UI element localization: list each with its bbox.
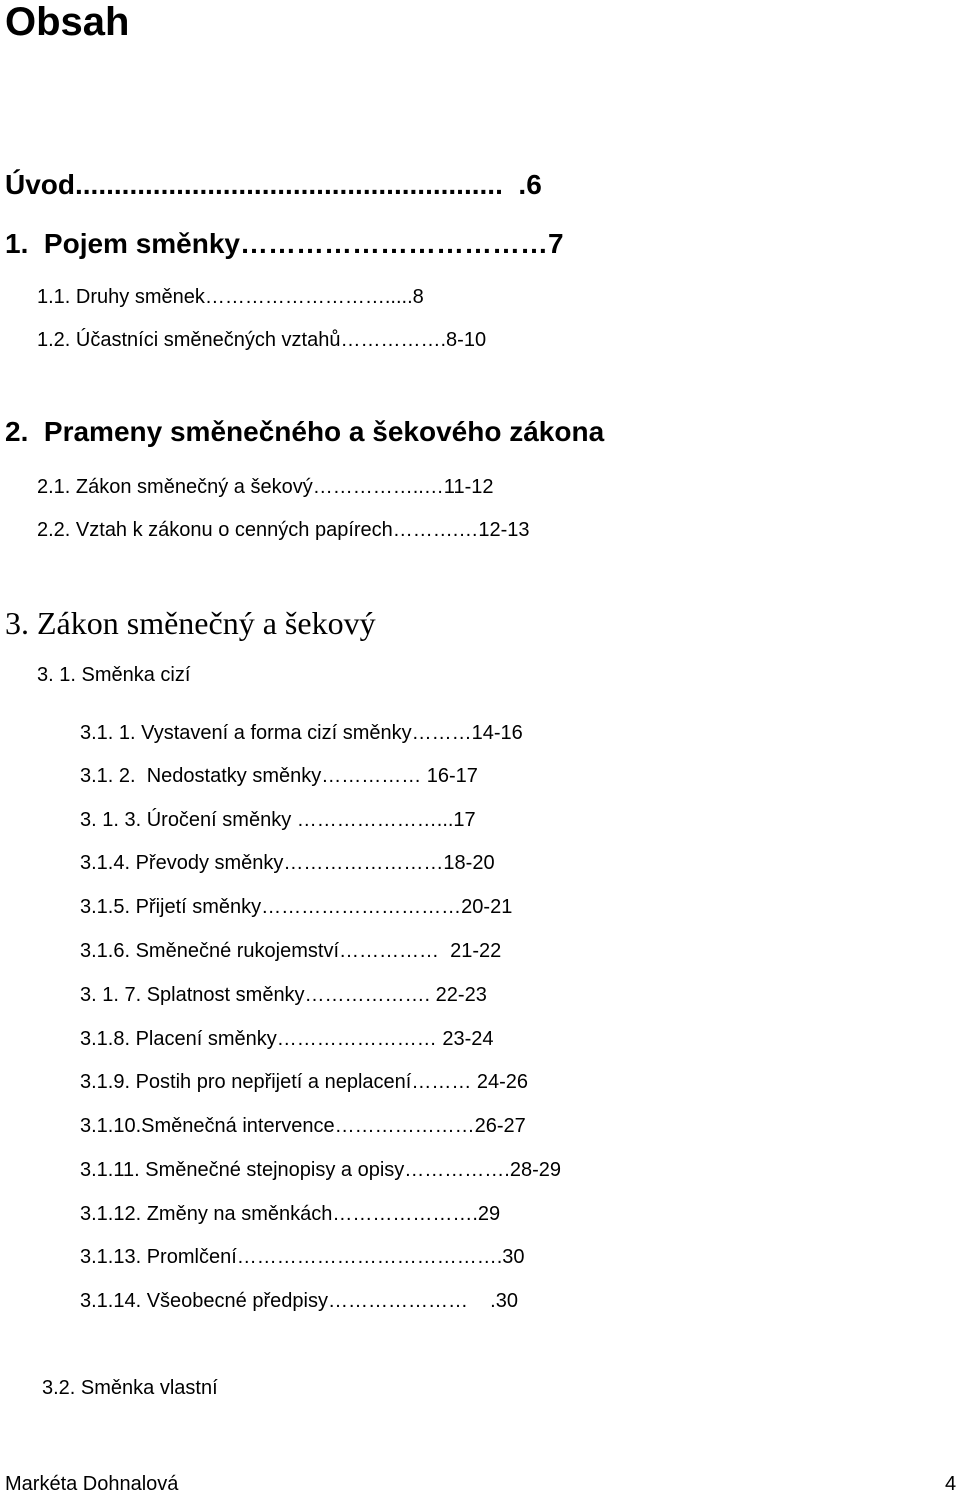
toc-entry-3-1-9: 3.1.9. Postih pro nepřijetí a neplacení……… 24-26 <box>80 1071 529 1093</box>
toc-entry-3-1-14: 3.1.14. Všeobecné předpisy………………… .30 <box>80 1290 518 1312</box>
toc-entry-3-1: 3. 1. Směnka cizí <box>37 664 191 686</box>
toc-entry-3-1-11: 3.1.11. Směnečné stejnopisy a opisy…………….28-29 <box>80 1159 561 1181</box>
toc-entry-3-1-3: 3. 1. 3. Úročení směnky …………………...17 <box>80 809 476 831</box>
footer-page-number: 4 <box>945 1473 957 1495</box>
toc-entry-3-1-10: 3.1.10.Směnečná intervence…………………26-27 <box>80 1115 526 1137</box>
toc-entry-uvod: Úvod....................................................... .6 <box>5 169 542 200</box>
toc-entry-3-1-8: 3.1.8. Placení směnky…………………… 23-24 <box>80 1028 494 1050</box>
page-title: Obsah <box>5 0 130 44</box>
toc-entry-2: 2. Prameny směnečného a šekového zákona <box>5 416 605 447</box>
toc-entry-3-1-6: 3.1.6. Směnečné rukojemství…………… 21-22 <box>80 940 502 962</box>
toc-entry-2-2: 2.2. Vztah k zákonu o cenných papírech……….…12-13 <box>37 519 530 541</box>
toc-entry-3-1-7: 3. 1. 7. Splatnost směnky………………. 22-23 <box>80 984 487 1006</box>
toc-entry-3-1-13: 3.1.13. Promlčení………………………………….30 <box>80 1246 525 1268</box>
toc-entry-3: 3. Zákon směnečný a šekový <box>5 605 376 641</box>
toc-entry-3-1-5: 3.1.5. Přijetí směnky…………………………20-21 <box>80 896 513 918</box>
toc-entry-3-1-1: 3.1. 1. Vystavení a forma cizí směnky………14-16 <box>80 722 523 744</box>
toc-entry-1: 1. Pojem směnky……………………………7 <box>5 228 564 259</box>
toc-entry-3-1-4: 3.1.4. Převody směnky……………………18-20 <box>80 852 495 874</box>
toc-entry-3-1-2: 3.1. 2. Nedostatky směnky…………… 16-17 <box>80 765 478 787</box>
toc-entry-1-1: 1.1. Druhy směnek……………………….....8 <box>37 286 424 308</box>
toc-entry-1-2: 1.2. Účastníci směnečných vztahů…………….8-10 <box>37 329 487 351</box>
toc-entry-3-1-12: 3.1.12. Změny na směnkách………………….29 <box>80 1203 501 1225</box>
toc-entry-3-2: 3.2. Směnka vlastní <box>42 1377 218 1399</box>
toc-entry-2-1: 2.1. Zákon směnečný a šekový……………..…11-12 <box>37 476 494 498</box>
footer-author: Markéta Dohnalová <box>5 1473 179 1495</box>
